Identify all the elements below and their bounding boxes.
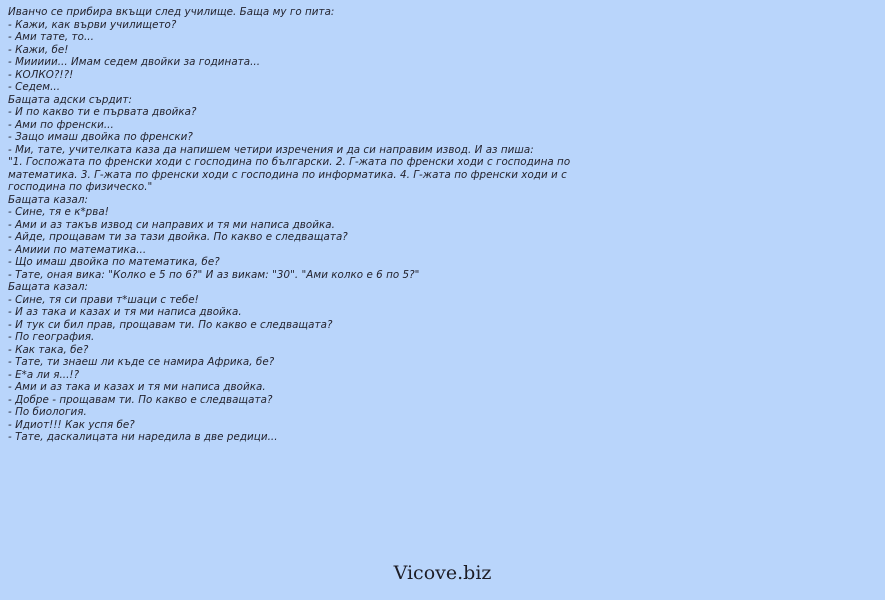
joke-line: - Ми, тате, учителката каза да напишем четири изречения и да си направим извод. И аз пиша: xyxy=(8,143,534,156)
joke-line: - И по какво ти е първата двойка? xyxy=(8,106,197,118)
joke-line: - Сине, тя си прави т*шаци с тебе! xyxy=(8,293,199,306)
site-watermark: Vicove.biz xyxy=(393,562,492,584)
joke-line: - По биология. xyxy=(8,406,87,418)
joke-line: - Ами и аз такъв извод си направих и тя ми написа двойка. xyxy=(8,218,335,231)
joke-line: - Що имаш двойка по математика, бе? xyxy=(8,256,220,268)
joke-line: - Тате, ти знаеш ли къде се намира Африка, бе? xyxy=(8,356,275,368)
joke-line: Бащата казал: xyxy=(8,193,88,206)
joke-line: - И тук си бил прав, прощавам ти. По какво е следващата? xyxy=(8,318,333,331)
joke-line: - Миииии... Имам седем двойки за годината... xyxy=(8,56,261,68)
joke-line: "1. Госпожата по френски ходи с господина по български. 2. Г-жата по френски ходи с господина по математика. 3. Г-жата по френски ходи с господина по информатика. 4. Г-жата по френски ходи и с господина по физическо." xyxy=(8,156,574,193)
joke-line: - Тате, оная вика: "Колко е 5 по 6?" И аз викам: "30". "Ами колко е 6 по 5?" xyxy=(8,268,420,281)
joke-line: - Кажи, бе! xyxy=(8,43,69,56)
joke-line: - Кажи, как върви училището? xyxy=(8,18,177,31)
joke-line: - Защо имаш двойка по френски? xyxy=(8,131,193,143)
joke-line: - КОЛКО?!?! xyxy=(8,68,74,81)
joke-line: - Как така, бе? xyxy=(8,343,89,356)
joke-line: - Амиии по математика... xyxy=(8,243,147,256)
joke-line: - Е*а ли я...!? xyxy=(8,368,80,381)
joke-line: - Ами тате, то... xyxy=(8,31,94,43)
joke-text xyxy=(8,6,598,444)
joke-line: - По география. xyxy=(8,331,95,343)
joke-line: Иванчо се прибира вкъщи след училище. Баща му го пита: xyxy=(8,6,335,18)
joke-line: - Седем... xyxy=(8,81,61,93)
joke-line: - Тате, даскалицата ни наредила в две редици... xyxy=(8,431,278,443)
joke-line: Бащата казал: xyxy=(8,281,88,293)
joke-line: - И аз така и казах и тя ми написа двойка. xyxy=(8,306,242,318)
joke-line: - Добре - прощавам ти. По какво е следващата? xyxy=(8,393,273,406)
joke-line: - Сине, тя е к*рва! xyxy=(8,206,109,218)
joke-line: - Айде, прощавам ти за тази двойка. По какво е следващата? xyxy=(8,231,348,243)
joke-line: - Ами по френски... xyxy=(8,118,114,131)
joke-line: - Идиот!!! Как успя бе? xyxy=(8,418,135,431)
joke-line: Бащата адски сърдит: xyxy=(8,93,132,106)
joke-line: - Ами и аз така и казах и тя ми написа двойка. xyxy=(8,381,266,393)
